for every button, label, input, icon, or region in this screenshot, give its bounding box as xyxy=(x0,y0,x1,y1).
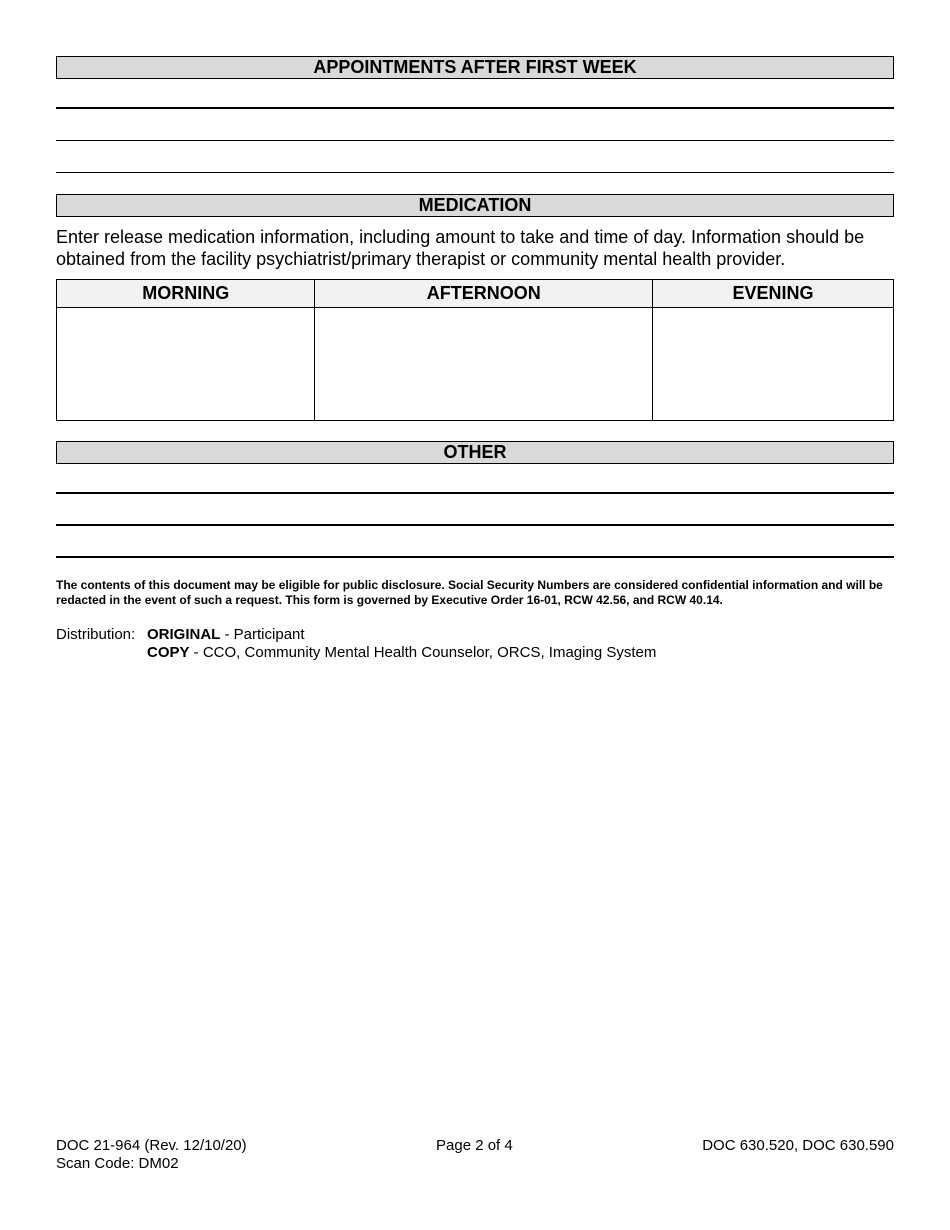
evening-column-header: EVENING xyxy=(653,280,894,308)
other-entry-line-3[interactable] xyxy=(56,556,894,558)
distribution-copy-recipients: - CCO, Community Mental Health Counselor, ORCS, Imaging System xyxy=(189,644,657,661)
appointment-entry-line-3[interactable] xyxy=(56,172,894,173)
distribution-label: Distribution: xyxy=(56,626,136,643)
medication-section-header: MEDICATION xyxy=(56,194,894,217)
appointments-section-header: APPOINTMENTS AFTER FIRST WEEK xyxy=(56,56,894,79)
medication-instructions: Enter release medication information, including amount to take and time of day. Information should be obtained from the facility psychiatrist/primary therapist or community mental health provider. xyxy=(56,227,865,269)
other-entry-line-2[interactable] xyxy=(56,524,894,526)
afternoon-medication-field[interactable] xyxy=(315,308,653,421)
distribution-copy xyxy=(147,644,656,662)
distribution-original-recipient: - Participant xyxy=(220,626,305,643)
other-entry-line-1[interactable] xyxy=(56,492,894,494)
morning-column-header: MORNING xyxy=(57,280,315,308)
distribution-original xyxy=(147,626,305,644)
appointment-entry-line-1[interactable] xyxy=(56,107,894,109)
medication-table xyxy=(56,279,894,421)
evening-medication-field[interactable] xyxy=(653,308,894,421)
form-footer-left xyxy=(56,1137,247,1173)
afternoon-column-header: AFTERNOON xyxy=(315,280,653,308)
distribution-original-label: ORIGINAL xyxy=(147,626,221,643)
public-disclosure-notice: The contents of this document may be eligible for public disclosure. Social Security Numbers are considered confidential information and will be redacted in the event of such a request. This form is governed by Executive Order 16-01, RCW 42.56, and RCW 40.14. xyxy=(56,578,883,607)
form-number: DOC 21-964 (Rev. 12/10/20) xyxy=(56,1137,247,1154)
morning-medication-field[interactable] xyxy=(57,308,315,421)
scan-code: Scan Code: DM02 xyxy=(56,1155,179,1172)
other-section-header: OTHER xyxy=(56,441,894,464)
distribution-copy-label: COPY xyxy=(147,644,190,661)
policy-references: DOC 630.520, DOC 630.590 xyxy=(702,1137,894,1154)
appointment-entry-line-2[interactable] xyxy=(56,140,894,141)
page-number: Page 2 of 4 xyxy=(436,1137,513,1154)
